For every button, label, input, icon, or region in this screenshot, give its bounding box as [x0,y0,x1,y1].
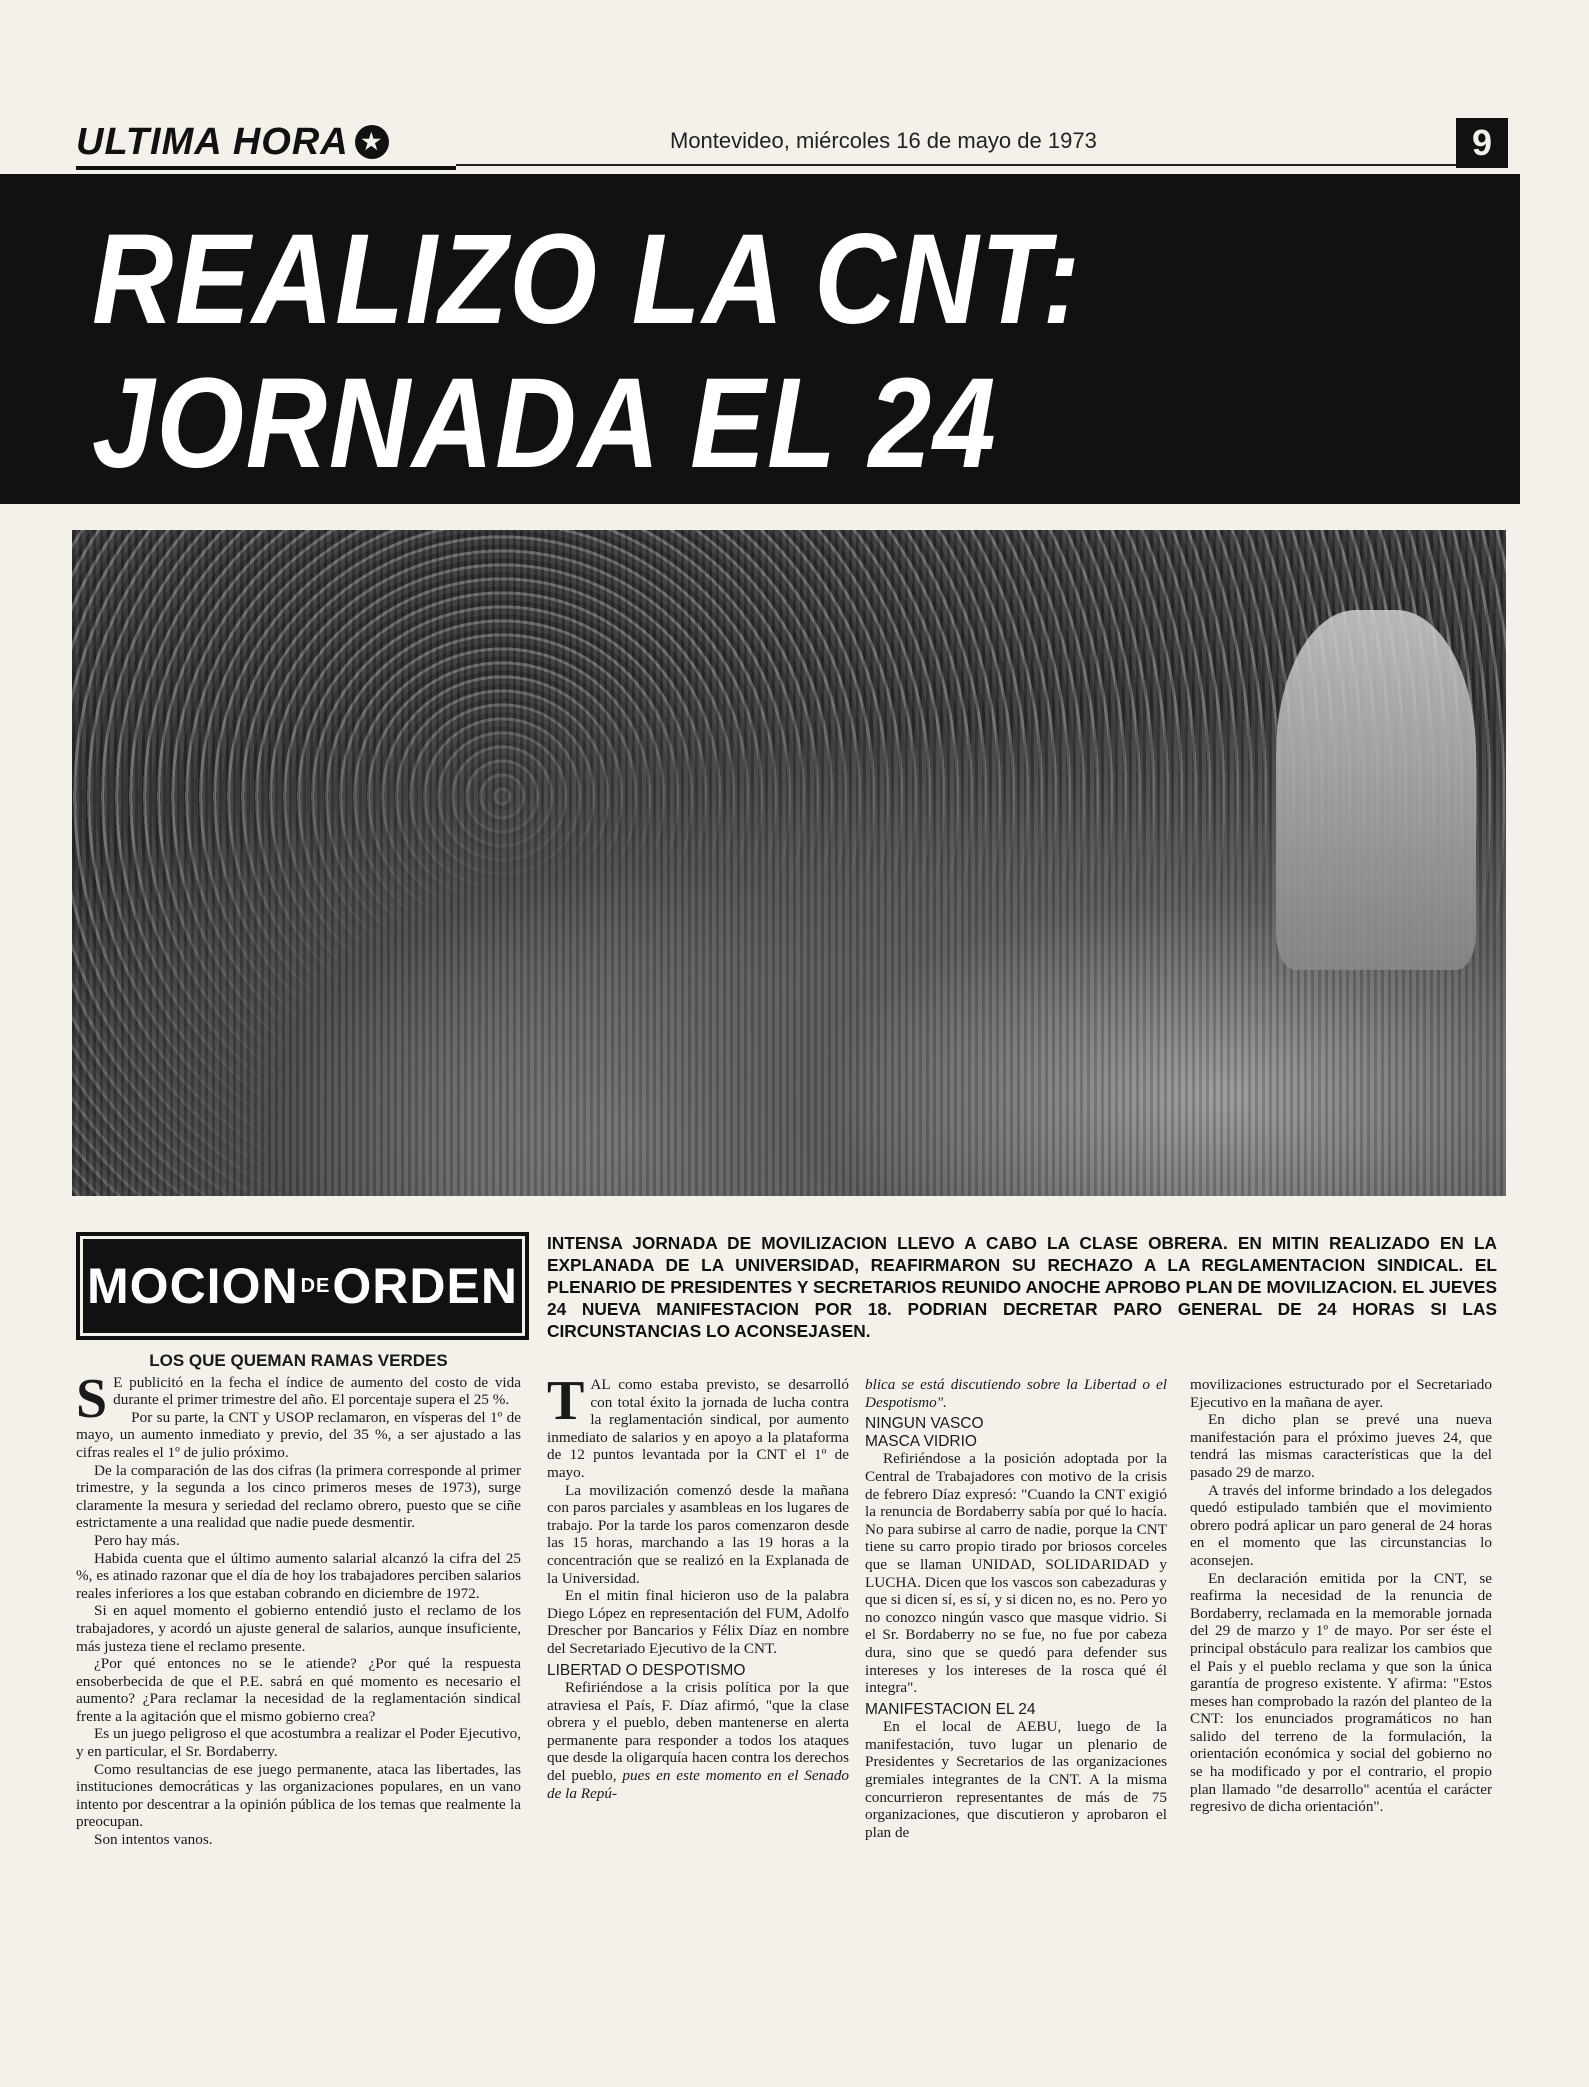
headline-line-1: REALIZO LA CNT: [92,208,1082,351]
logo-star-icon: ★ [355,125,389,159]
article-italic: blica se está discutiendo sobre la Libertad o el Despotismo". [865,1376,1167,1411]
editorial-paragraph: Es un juego peligroso el que acostumbra a realizar el Poder Ejecutivo, y en particular, el Sr. Bordaberry. [76,1725,521,1761]
article-paragraph: En el local de AEBU, luego de la manifestación, tuvo lugar un plenario de Presidentes y Secretarios de las organizaciones gremiales integrantes de la CNT. A la misma concurrieron representantes de más de 75 organizaciones, que discutieron y aprobaron el plan de [865,1718,1167,1841]
editorial-column [76,1352,521,1849]
article-paragraph: AL como estaba previsto, se desarrolló con total éxito la jornada de lucha contra la reglamentación sindical, por aumento inmediato de salarios y en apoyo a la plataforma de 12 puntos levantada por la CNT el 1º de mayo. [547,1376,849,1481]
editorial-paragraph: ¿Por qué entonces no se le atiende? ¿Por qué la respuesta ensoberbecida de que el P.E. sabrá en qué momento es necesario el aumento? ¿Para reclamar la necesidad de la reglamentación sindical frente a la agitación que el mismo gobierno crea? [76,1655,521,1725]
article-paragraph: La movilización comenzó desde la mañana con paros parciales y asambleas en los lugares de trabajo. Por la tarde los paros comenzaron desde las 15 horas, marchando a las 19 horas a la concentración que se realizó en la Explanada de la Universidad. [547,1481,849,1587]
article-italic: pues en este momento en el Senado de la Repú- [547,1767,850,1802]
article-paragraph: A través del informe brindado a los delegados quedó estipulado también que el movimiento obrero podrá aplicar un paro general de 24 horas en el momento que las circunstancias lo aconsejen. [1190,1481,1492,1569]
subheading: MASCA VIDRIO [865,1432,977,1450]
editorial-paragraph: Son intentos vanos. [94,1831,213,1849]
editorial-paragraph: Habida cuenta que el último aumento salarial alcanzó la cifra del 25 %, es atinado razonar que el día de hoy los trabajadores perciben salarios reales inferiores a los que estaban cobrando en diciembre de 1972. [76,1549,521,1602]
subheading: LIBERTAD O DESPOTISMO [547,1661,746,1679]
column-heading-mocion-de-orden [76,1232,529,1340]
photo-speaker-figure [1276,610,1476,970]
article-paragraph: En declaración emitida por la CNT, se reafirma la necesidad de la renuncia de Bordaberry, reclamada en la memorable jornada del 29 de marzo y 1º de mayo. Por ser éste el principal obstáculo para realizar los cambios que el País y el pueblo reclama y que son la única garantía de progreso existente. Y afirma: "Estos meses han comprobado la razón del planteo de la CNT: los enunciados programáticos no han salido del terreno de la formulación, la orientación económica y social del gobierno no se ha modificado y por el contrario, el propio plan llamado "de desarrollo" acentúa el carácter regresivo de dicha orientación". [1190,1569,1492,1816]
editorial-title: LOS QUE QUEMAN RAMAS VERDES [149,1351,448,1370]
editorial-paragraph: E publicitó en la fecha el índice de aumento del costo de vida durante el primer trimestre del año. El porcentaje supera el 25 %. [113,1373,521,1409]
editorial-paragraph: Por su parte, la CNT y USOP reclamaron, en vísperas del 1º de mayo, un aumento inmediato y previo, del 35 %, a ser ajustado a las cifras reales el 1º de julio próximo. [76,1408,521,1461]
drop-cap: S [76,1367,108,1430]
column-heading-left: MOCION [87,1258,299,1314]
editorial-paragraph: Si en aquel momento el gobierno entendió justo el reclamo de los trabajadores, y acordó un ajuste general de salarios, aunque insuficiente, más justeza tiene el reclamo presente. [76,1602,521,1655]
crowd-photo [72,530,1506,1196]
headline-line-2: JORNADA EL 24 [92,352,998,495]
headline-banner [0,174,1520,504]
article-paragraph: En el mitin final hicieron uso de la palabra Diego López en representación del FUM, Adolfo Drescher por Bancarios y Félix Díaz en nombre del Secretariado Ejecutivo de la CNT. [547,1587,849,1657]
drop-cap: T [547,1370,585,1432]
article-column-1 [547,1370,850,1802]
editorial-paragraph: De la comparación de las dos cifras (la primera corresponde al primer trimestre, y la segunda a los cinco primeros meses de 1973), surge claramente la mesura y seriedad del reclamo obrero, puesto que se ciñe estrictamente a una realidad que nadie puede desmentir. [76,1461,521,1532]
column-heading-mid: DE [300,1274,331,1297]
newspaper-logo [76,118,456,170]
lead-paragraph: INTENSA JORNADA DE MOVILIZACION LLEVO A CABO LA CLASE OBRERA. EN MITIN REALIZADO EN LA EXPLANADA DE LA UNIVERSIDAD, REAFIRMARON SU RECHAZO A LA REGLAMENTACION SINDICAL. EL PLENARIO DE PRESIDENTES Y SECRETARIOS REUNIDO ANOCHE APROBO PLAN DE MOVILIZACION. EL JUEVES 24 NUEVA MANIFESTACION POR 18. PODRIAN DECRETAR PARO GENERAL DE 24 HORAS SI LAS CIRCUNSTANCIAS LO ACONSEJASEN. [547,1233,1497,1341]
article-paragraph: Refiriéndose a la crisis política por la que atraviesa el País, F. Díaz afirmó, "que la clase obrera y el pueblo, deben mantenerse en alerta permanente para responder a todos los ataques que desde la oligarquía hacen contra los derechos del pueblo, [547,1679,849,1785]
dateline: Montevideo, miércoles 16 de mayo de 1973 [670,128,1097,153]
article-paragraph: Refiriéndose a la posición adoptada por la Central de Trabajadores con motivo de la crisis de febrero Díaz expresó: "Cuando la CNT exigió la renuncia de Bordaberry sabía por qué lo hacía. No para subirse al carro de nadie, porque la CNT tiene su carro propio tirado por briosos corceles que se llaman UNIDAD, SOLIDARIDAD y LUCHA. Dicen que los vascos son cabezaduras y que si dicen sí, es sí, y si dicen no, es no. Pero yo no conozco ningún vasco que masque vidrio. Si el Sr. Bordaberry no se fue, no fue por cabeza dura, sino que se quedó para defender sus intereses y los intereses de la rosca qué él integra". [865,1450,1167,1697]
editorial-paragraph: Como resultancias de ese juego permanente, ataca las libertades, las instituciones democráticas y las organizaciones populares, en un vano intento por descentrar a la opinión pública de los temas que realmente la preocupan. [76,1760,521,1831]
logo-text: ULTIMA HORA [76,120,349,163]
article-paragraph: En dicho plan se prevé una nueva manifestación para el próximo jueves 24, que tendrá las mismas características que la del pasado 29 de marzo. [1190,1411,1492,1481]
subheading: NINGUN VASCO [865,1415,984,1433]
article-column-2 [865,1376,1167,1841]
column-heading-right: ORDEN [332,1258,518,1314]
article-column-3 [1190,1376,1492,1816]
subheading: MANIFESTACION EL 24 [865,1700,1036,1718]
masthead-rule [456,164,1456,166]
article-paragraph: movilizaciones estructurado por el Secretariado Ejecutivo en la mañana de ayer. [1190,1376,1492,1411]
page-number: 9 [1456,118,1508,168]
editorial-paragraph: Pero hay más. [94,1531,180,1549]
